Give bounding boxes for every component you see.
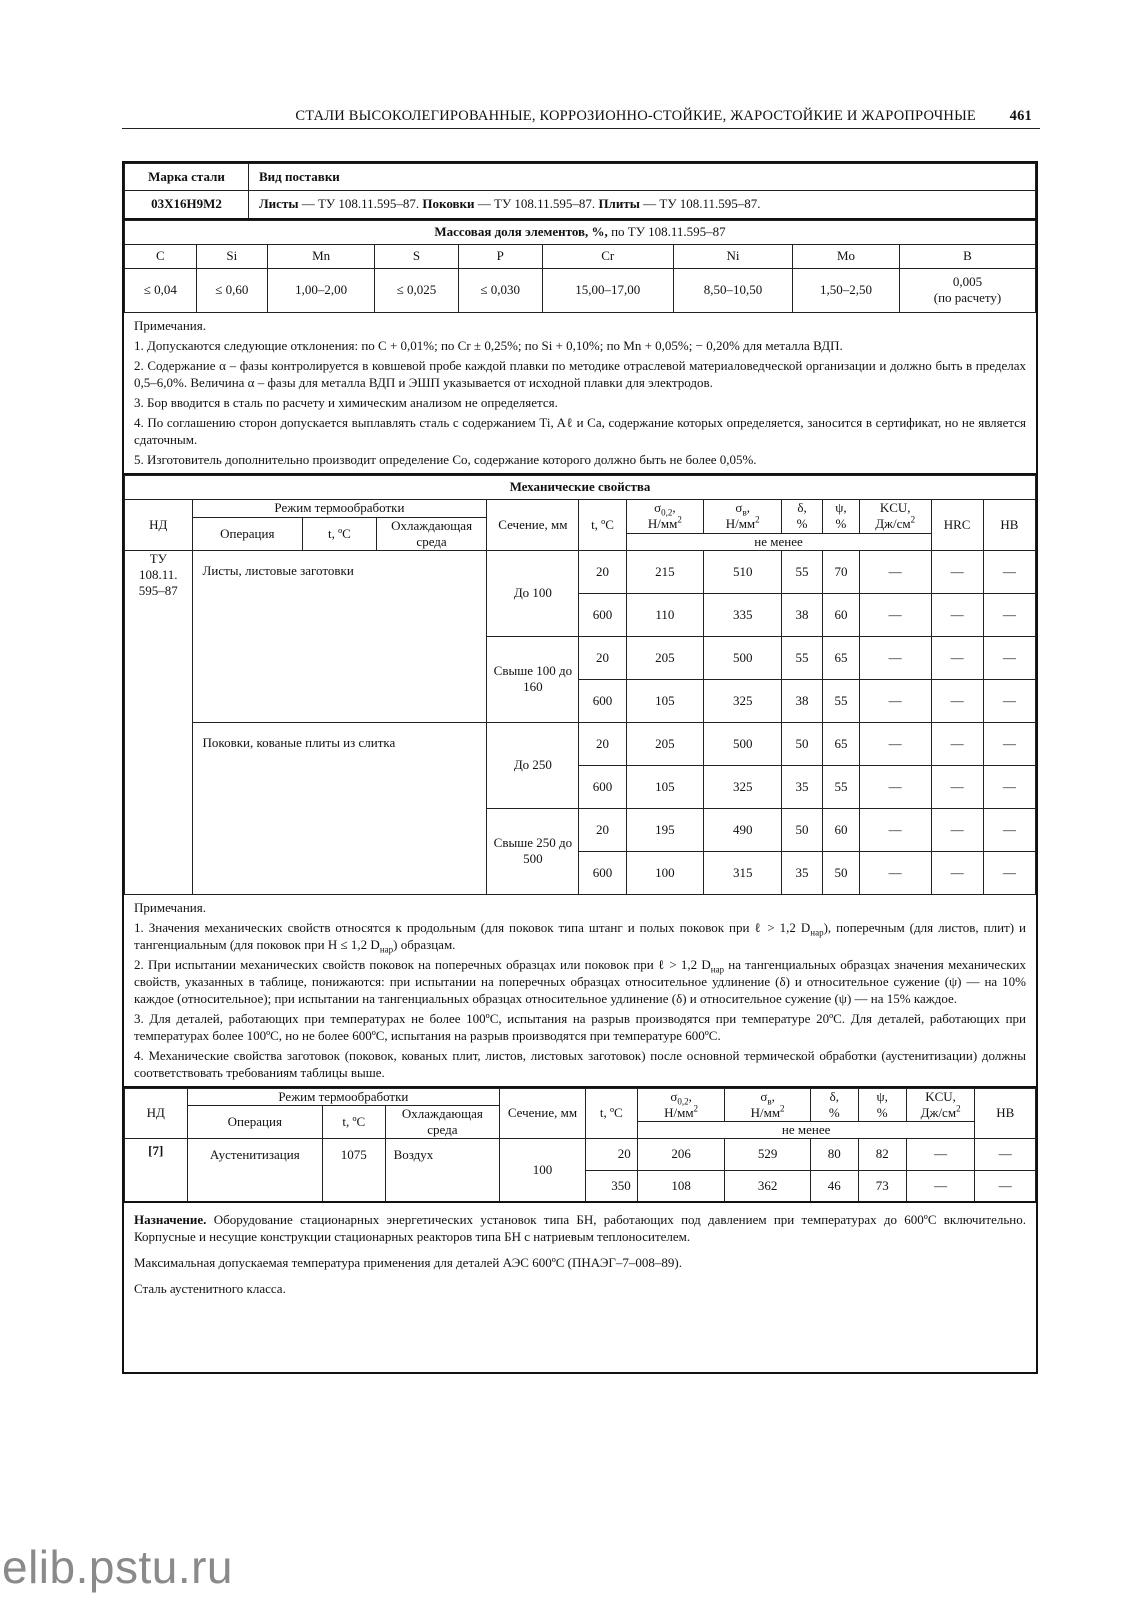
col-operation: Операция (187, 1105, 323, 1138)
product-sheets: Листы, листовые заготовки (192, 550, 487, 722)
cell: 35 (782, 765, 823, 808)
cell: 490 (704, 808, 782, 851)
cell: — (983, 851, 1035, 894)
element-row (125, 244, 1036, 268)
section-cell: До 250 (487, 722, 579, 808)
steel-class-text: Сталь аустенитного класса. (134, 1281, 286, 1296)
cell: 510 (704, 550, 782, 593)
section-cell: Свыше 100 до 160 (487, 636, 579, 722)
cell: 600 (579, 851, 626, 894)
cell: — (906, 1138, 975, 1170)
not-less-label: не менее (626, 533, 931, 550)
element-cell: Cr (542, 244, 673, 268)
value-cell: 1,00–2,00 (268, 268, 375, 312)
cell: 70 (823, 550, 860, 593)
value-cell: ≤ 0,60 (196, 268, 268, 312)
note-1: 1. Допускаются следующие отклонения: по C + 0,01%; по Cr ± 0,25%; по Si + 0,10%; по Mn + 0,05%; − 0,20% для металла ВДП. (134, 337, 843, 353)
section-cell: Свыше 250 до 500 (487, 808, 579, 894)
cell: — (983, 679, 1035, 722)
cell: 206 (637, 1138, 725, 1170)
mech-note-1: 1. Значения механических свойств относятся к продольным (для поковок типа штанг и полых поковок при ℓ > 1,2 $D_{нар}$), поперечным (для листов, плит) и тангенциальным (для поковок при H ≤ 1,2 $D_{нар}$) образцам. (134, 919, 1026, 955)
cell: — (859, 722, 931, 765)
cell: 50 (782, 808, 823, 851)
purpose-section (124, 1203, 1036, 1312)
col-kcu: KCU, $Дж/см^2$ (906, 1088, 975, 1121)
nd-cell: ТУ 108.11. 595–87 (125, 550, 193, 894)
cell: 500 (704, 722, 782, 765)
table-row (125, 550, 1036, 593)
austenitization-table (124, 1088, 1036, 1204)
col-nd: НД (125, 1088, 188, 1138)
cell: — (931, 808, 983, 851)
cell: 55 (823, 679, 860, 722)
col-section: Сечение, мм (487, 499, 579, 550)
note-5: 5. Изготовитель дополнительно производит определение Co, содержание которого должно быть не более 0,05%. (134, 451, 757, 467)
col-psi: ψ, % (858, 1088, 906, 1121)
page-number: 461 (1009, 108, 1032, 124)
composition-notes (124, 313, 1036, 475)
cell: 20 (579, 550, 626, 593)
cell: 20 (579, 722, 626, 765)
supply-label: Вид поставки (249, 164, 1036, 191)
col-hrc: HRC (931, 499, 983, 550)
cell: 600 (579, 679, 626, 722)
col-delta: δ, % (810, 1088, 858, 1121)
watermark: elib.pstu.ru (2, 1541, 234, 1593)
cell: — (859, 550, 931, 593)
col-regime: Режим термообработки (187, 1088, 500, 1105)
cell: 55 (782, 550, 823, 593)
col-section: Сечение, мм (500, 1088, 585, 1138)
col-psi: ψ, % (823, 499, 860, 533)
composition-table (124, 220, 1036, 313)
cell: 65 (823, 722, 860, 765)
cell: 205 (626, 636, 704, 679)
austen-section: 100 (500, 1138, 585, 1202)
cell: 215 (626, 550, 704, 593)
mechanical-table (124, 475, 1036, 895)
cell: 105 (626, 679, 704, 722)
cell: — (859, 593, 931, 636)
cell: — (906, 1170, 975, 1202)
cell: 325 (704, 679, 782, 722)
cell: — (931, 851, 983, 894)
element-cell: P (458, 244, 542, 268)
notes-heading: Примечания. (134, 899, 206, 915)
cell: — (931, 765, 983, 808)
cell: 73 (858, 1170, 906, 1202)
element-cell: S (375, 244, 459, 268)
note-4: 4. По соглашению сторон допускается выплавлять сталь с содержанием Ti, Aℓ и Ca, содержание которых определяется, заносится в сертификат, но не является сдаточным. (134, 414, 1026, 447)
cell: — (983, 765, 1035, 808)
note-2: 2. Содержание α – фазы контролируется в ковшевой пробе каждой плавки по методике отраслевой материаловедческой организации и должно быть в пределах 0,5–6,0%. Величина α – фазы для металла ВДП и ЭШП указывается от исходной плавки для электродов. (134, 357, 1026, 390)
cell: 46 (810, 1170, 858, 1202)
mech-note-2: 2. При испытании механических свойств поковок на поперечных образцах или поковок при ℓ > 1,2 $D_{нар}$ на тангенциальных образцах значения механических свойств, указанных в таблице, понижаются: при испытании на поперечных образцах относительное удлинение (δ) и относительное сужение (ψ) — на 10% каждое (относительное); при испытании на тангенциальных образцах относительное удлинение (δ) и относительное сужение (ψ) — на 15% каждое. (134, 956, 1026, 1006)
cell: 205 (626, 722, 704, 765)
mech-note-3: 3. Для деталей, работающих при температурах не более 100ºC, испытания на разрыв производятся при температуре 20ºC. Для деталей, работающих при температурах более 100ºC, но не более 600ºC, испытания на разрыв производятся при температуре 600ºC. (134, 1010, 1026, 1043)
running-header (122, 106, 1040, 129)
table-row (125, 1138, 1036, 1170)
austen-medium: Воздух (385, 1138, 500, 1202)
cell: 362 (725, 1170, 810, 1202)
cell: — (983, 593, 1035, 636)
cell: 50 (823, 851, 860, 894)
supply-value: Листы — ТУ 108.11.595–87. Поковки — ТУ 108.11.595–87. Плиты — ТУ 108.11.595–87. (249, 191, 1036, 219)
cell: 20 (579, 636, 626, 679)
col-sigma02: $\sigma_{0,2}$, $Н/мм^2$ (637, 1088, 725, 1121)
cell: 80 (810, 1138, 858, 1170)
cell: — (859, 808, 931, 851)
col-cooling: Охлаждающая среда (376, 517, 487, 550)
cell: — (859, 679, 931, 722)
cell: 110 (626, 593, 704, 636)
cell: — (931, 722, 983, 765)
col-nd: НД (125, 499, 193, 550)
section-cell: До 100 (487, 550, 579, 636)
table-row (125, 722, 1036, 765)
col-hb: HB (975, 1088, 1036, 1138)
cell: 55 (823, 765, 860, 808)
grade-value: 03Х16Н9М2 (125, 191, 249, 219)
cell: 82 (858, 1138, 906, 1170)
col-sigmab: $\sigma_в$, $Н/мм^2$ (704, 499, 782, 533)
col-sigma02: $\sigma_{0,2}$, $Н/мм^2$ (626, 499, 704, 533)
austen-nd: [7] (125, 1138, 188, 1202)
col-delta: δ, % (782, 499, 823, 533)
element-cell: Mn (268, 244, 375, 268)
cell: — (983, 722, 1035, 765)
cell: — (931, 636, 983, 679)
cell: 55 (782, 636, 823, 679)
product-forgings: Поковки, кованые плиты из слитка (192, 722, 487, 894)
col-hb: HB (983, 499, 1035, 550)
cell: — (931, 679, 983, 722)
element-cell: C (125, 244, 197, 268)
cell: 350 (585, 1170, 637, 1202)
cell: — (931, 593, 983, 636)
cell: 105 (626, 765, 704, 808)
cell: — (983, 636, 1035, 679)
purpose-text: Назначение. Оборудование стационарных энергетических установок типа БН, работающих под давлением при температурах до 600ºC включительно. Корпусные и несущие конструкции стационарных реакторов типа БН с натриевым теплоносителем. (134, 1212, 1026, 1244)
col-operation: Операция (192, 517, 303, 550)
cell: 195 (626, 808, 704, 851)
austen-temp: 1075 (323, 1138, 386, 1202)
value-cell: 1,50–2,50 (793, 268, 900, 312)
steel-datasheet (122, 161, 1038, 1374)
element-cell: Mo (793, 244, 900, 268)
mechanical-title: Механические свойства (125, 475, 1036, 499)
element-cell: Si (196, 244, 268, 268)
element-cell: B (899, 244, 1035, 268)
cell: — (859, 851, 931, 894)
value-cell: 15,00–17,00 (542, 268, 673, 312)
cell: — (859, 765, 931, 808)
cell: 315 (704, 851, 782, 894)
max-temp-text: Максимальная допускаемая температура применения для деталей АЭС 600ºC (ПНАЭГ–7–008–89). (134, 1255, 682, 1270)
value-cell: 8,50–10,50 (673, 268, 792, 312)
value-cell: ≤ 0,030 (458, 268, 542, 312)
cell: — (975, 1170, 1036, 1202)
col-t: t, ºC (323, 1105, 386, 1138)
mechanical-notes (124, 895, 1036, 1088)
cell: 38 (782, 593, 823, 636)
cell: — (975, 1138, 1036, 1170)
element-cell: Ni (673, 244, 792, 268)
cell: 65 (823, 636, 860, 679)
value-cell: ≤ 0,025 (375, 268, 459, 312)
grade-label: Марка стали (125, 164, 249, 191)
col-t: t, ºC (303, 517, 377, 550)
value-cell-b: 0,005 (по расчету) (899, 268, 1035, 312)
cell: 60 (823, 593, 860, 636)
cell: 600 (579, 593, 626, 636)
col-cooling: Охлаждающая среда (385, 1105, 500, 1138)
composition-title: Массовая доля элементов, %, по ТУ 108.11.595–87 (125, 220, 1036, 244)
cell: — (983, 808, 1035, 851)
col-regime: Режим термообработки (192, 499, 487, 517)
cell: — (983, 550, 1035, 593)
cell: 600 (579, 765, 626, 808)
austen-operation: Аустенитизация (187, 1138, 323, 1202)
cell: 20 (585, 1138, 637, 1170)
not-less-label: не менее (637, 1121, 975, 1138)
header-title: СТАЛИ ВЫСОКОЛЕГИРОВАННЫЕ, КОРРОЗИОННО-СТОЙКИЕ, ЖАРОСТОЙКИЕ И ЖАРОПРОЧНЫЕ (295, 108, 976, 124)
col-sigmab: $\sigma_в$, $Н/мм^2$ (725, 1088, 810, 1121)
cell: 35 (782, 851, 823, 894)
value-row (125, 268, 1036, 312)
grade-table (124, 163, 1036, 220)
col-test-t: t, ºC (579, 499, 626, 550)
cell: 500 (704, 636, 782, 679)
cell: 108 (637, 1170, 725, 1202)
cell: 529 (725, 1138, 810, 1170)
value-cell: ≤ 0,04 (125, 268, 197, 312)
mech-note-4: 4. Механические свойства заготовок (поковок, кованых плит, листов, листовых заготовок) после основной термической обработки (аустенитизации) должны соответствовать требованиям таблицы выше. (134, 1047, 1026, 1080)
col-test-t: t, ºC (585, 1088, 637, 1138)
cell: 38 (782, 679, 823, 722)
cell: — (859, 636, 931, 679)
cell: 20 (579, 808, 626, 851)
note-3: 3. Бор вводится в сталь по расчету и химическим анализом не определяется. (134, 394, 558, 410)
cell: 335 (704, 593, 782, 636)
cell: — (931, 550, 983, 593)
col-kcu: KCU, $Дж/см^2$ (859, 499, 931, 533)
cell: 325 (704, 765, 782, 808)
cell: 100 (626, 851, 704, 894)
cell: 50 (782, 722, 823, 765)
cell: 60 (823, 808, 860, 851)
notes-heading: Примечания. (134, 317, 206, 333)
